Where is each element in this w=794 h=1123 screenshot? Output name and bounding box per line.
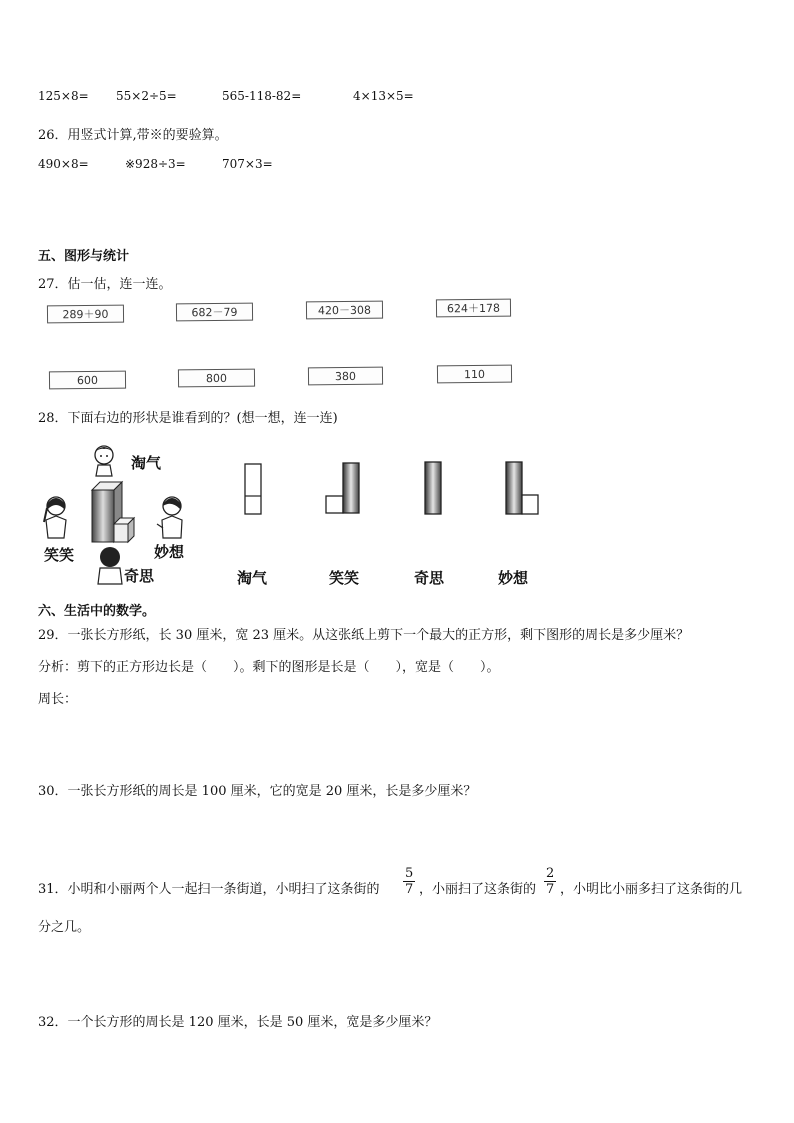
kid-miaoxiang	[157, 497, 182, 538]
view-label-4: 妙想	[498, 569, 529, 587]
section-6-heading: 六、生活中的数学。	[38, 604, 156, 619]
q29-analysis: 分析：剪下的正方形边长是（ ）。剩下的图形是长是（ ），宽是（ ）。	[38, 660, 500, 675]
q26-item-2: ※928÷3=	[125, 157, 186, 171]
kid-qisi	[98, 547, 122, 584]
q31-frac2-den: 7	[546, 882, 555, 897]
kid-label-miaoxiang: 妙想	[154, 543, 185, 561]
q27-bottom-box-2[interactable]: 800	[178, 369, 255, 388]
q31-frac1-den: 7	[405, 882, 414, 897]
q27-top-box-2[interactable]: 682－79	[176, 303, 253, 322]
q26-item-1: 490×8=	[38, 157, 89, 171]
q30-title: 30．一张长方形纸的周长是 100 厘米，它的宽是 20 厘米，长是多少厘米？	[38, 784, 477, 799]
q28-title: 28．下面右边的形状是谁看到的？(想一想，连一连)	[38, 411, 338, 426]
q31-frac2-num: 2	[546, 866, 555, 881]
shape-views	[240, 458, 550, 520]
arith-4: 4×13×5=	[353, 89, 414, 103]
q31-line2: 分之几。	[38, 920, 91, 935]
view-3	[425, 462, 441, 514]
q29-title: 29．一张长方形纸，长 30 厘米，宽 23 厘米。从这张纸上剪下一个最大的正方形，剩下图形的周长是多少厘米？	[38, 628, 690, 643]
q27-top-box-3[interactable]: 420－308	[306, 301, 383, 320]
kid-taoqi	[95, 446, 113, 476]
q27-top-box-4[interactable]: 624＋178	[436, 299, 511, 318]
q31-part1: 31．小明和小丽两个人一起扫一条街道，小明扫了这条街的	[38, 882, 380, 897]
q31-part3: ，小明比小丽多扫了这条街的几	[560, 882, 743, 897]
q32-title: 32．一个长方形的周长是 120 厘米，长是 50 厘米，宽是多少厘米？	[38, 1015, 438, 1030]
q31-part2: ，小丽扫了这条街的	[419, 882, 537, 897]
section-5-heading: 五、图形与统计	[38, 249, 130, 264]
q27-bottom-box-4[interactable]: 110	[437, 365, 512, 384]
view-label-3: 奇思	[414, 569, 445, 587]
kids-observing-blocks-illustration	[40, 440, 200, 588]
view-label-1: 淘气	[237, 569, 268, 587]
q31-fraction-2	[544, 866, 556, 897]
arith-3: 565-118-82=	[222, 89, 302, 103]
q31-frac1-num: 5	[405, 866, 414, 881]
view-2	[326, 463, 359, 513]
kid-label-taoqi: 淘气	[131, 454, 162, 472]
small-block	[114, 518, 134, 542]
q27-top-box-1[interactable]: 289＋90	[47, 305, 124, 324]
q26-item-3: 707×3=	[222, 157, 273, 171]
view-4	[506, 462, 538, 514]
kid-label-qisi: 奇思	[124, 567, 155, 585]
q31-fraction-1	[403, 866, 415, 897]
kid-label-xiaoxiao: 笑笑	[44, 546, 75, 564]
q27-bottom-box-1[interactable]: 600	[49, 371, 126, 390]
view-label-2: 笑笑	[329, 569, 360, 587]
kid-xiaoxiao	[44, 497, 66, 538]
arith-1: 125×8=	[38, 89, 89, 103]
q29-perimeter: 周长：	[38, 692, 78, 707]
q27-bottom-box-3[interactable]: 380	[308, 367, 383, 386]
q26-title: 26．用竖式计算,带※的要验算。	[38, 128, 228, 143]
view-1	[245, 464, 261, 514]
arith-2: 55×2÷5=	[116, 89, 177, 103]
q27-title: 27．估一估，连一连。	[38, 277, 172, 292]
